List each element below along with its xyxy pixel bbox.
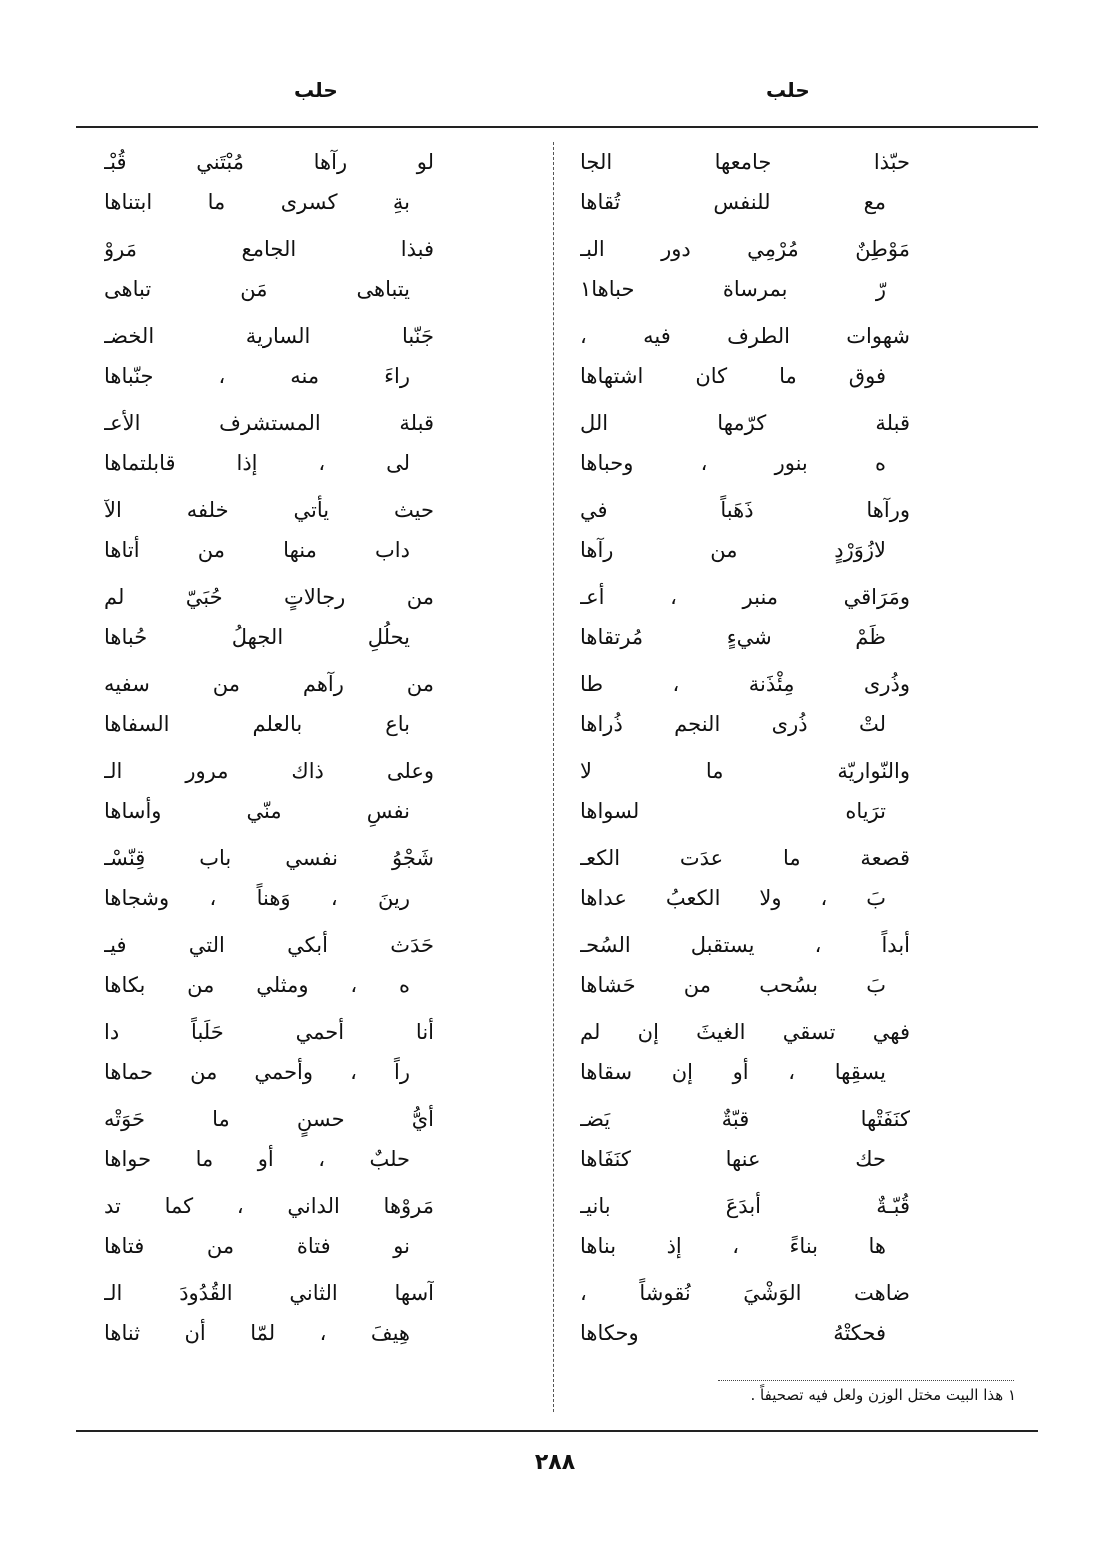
verse-stanza xyxy=(104,664,434,751)
verse-line-second: ظَمْ شيءٍ مُرتقاها xyxy=(580,625,886,649)
verse-line-first: كنَفَتْها قبّةٌ يَضـ xyxy=(580,1107,910,1131)
verse-stanza xyxy=(580,1273,910,1360)
verse-stanza xyxy=(104,229,434,316)
verse-line-first: قُبّـةٌ أبدَعَ بانيـ xyxy=(580,1194,910,1218)
verse-line-second: لى ، إذا قابلتماها xyxy=(104,451,410,475)
verse-stanza xyxy=(580,1186,910,1273)
poem-column-right xyxy=(580,142,910,1360)
verse-stanza xyxy=(580,751,910,838)
verse-line-second: يحلُلِ الجهلُ حُباها xyxy=(104,625,410,649)
verse-line-second: ه بنور ، وحباها xyxy=(580,451,886,475)
verse-line-first: قبلة كرّمها الل xyxy=(580,411,910,435)
verse-line-second: حك عنها كنَفَاها xyxy=(580,1147,886,1171)
verse-stanza xyxy=(104,490,434,577)
verse-line-second: باع بالعلم السفاها xyxy=(104,712,410,736)
verse-stanza xyxy=(580,664,910,751)
verse-line-first: حبّذا جامعها الجا xyxy=(580,150,910,174)
verse-line-second: لتْ ذُرى النجم ذُراها xyxy=(580,712,886,736)
verse-line-second: نو فتاة من فتاها xyxy=(104,1234,410,1258)
verse-line-first: من رجالاتٍ حُبَيّ لم xyxy=(104,585,434,609)
verse-stanza xyxy=(104,577,434,664)
verse-line-second: فحكتْهُ وحكاها xyxy=(580,1321,886,1345)
verse-line-second: ها بناءً ، إذ بناها xyxy=(580,1234,886,1258)
verse-line-second: نفسِ منّي وأساها xyxy=(104,799,410,823)
verse-stanza xyxy=(580,142,910,229)
verse-line-first: مَروْها الداني ، كما تد xyxy=(104,1194,434,1218)
footnote: ١ هذا البيت مختل الوزن ولعل فيه تصحيفاً . xyxy=(750,1386,1016,1404)
verse-line-first: من رآهم من سفيه xyxy=(104,672,434,696)
verse-line-second: يسقِها ، أو إن سقاها xyxy=(580,1060,886,1084)
verse-stanza xyxy=(104,403,434,490)
verse-line-second: داب منها من أتاها xyxy=(104,538,410,562)
verse-line-first: ومَرَاقي منبر ، أعـ xyxy=(580,585,910,609)
verse-line-second: فوق ما كان اشتهاها xyxy=(580,364,886,388)
verse-line-first: أيُّ حسنٍ ما حَوَتْه xyxy=(104,1107,434,1131)
verse-line-first: وعلى ذاك مرور الـ xyxy=(104,759,434,783)
verse-line-first: مَوْطِنٌ مُرْمِي دور البـ xyxy=(580,237,910,261)
verse-stanza xyxy=(580,838,910,925)
verse-line-second: بةِ كسرى ما ابتناها xyxy=(104,190,410,214)
verse-line-second: يتباهى مَن تباهى xyxy=(104,277,410,301)
verse-stanza xyxy=(104,1186,434,1273)
running-header-left: حلب xyxy=(294,78,338,102)
verse-stanza xyxy=(580,490,910,577)
verse-line-second: ترَياه لسواها xyxy=(580,799,886,823)
verse-line-first: فهي تسقي الغيثَ إن لم xyxy=(580,1020,910,1044)
verse-stanza xyxy=(104,1012,434,1099)
verse-stanza xyxy=(580,403,910,490)
verse-line-first: قصعة ما عدَت الكعـ xyxy=(580,846,910,870)
column-divider xyxy=(553,142,554,1412)
running-header-right: حلب xyxy=(766,78,810,102)
verse-line-second: بَ ، ولا الكعبُ عداها xyxy=(580,886,886,910)
verse-stanza xyxy=(104,142,434,229)
verse-line-second: رينَ ، وَهناً ، وشجاها xyxy=(104,886,410,910)
verse-stanza xyxy=(104,838,434,925)
verse-stanza xyxy=(104,751,434,838)
verse-line-second: راً ، وأحمي من حماها xyxy=(104,1060,410,1084)
verse-stanza xyxy=(104,925,434,1012)
verse-line-second: راءَ منه ، جنّباها xyxy=(104,364,410,388)
verse-stanza xyxy=(580,925,910,1012)
verse-line-second: بَ بسُحب من حَشاها xyxy=(580,973,886,997)
verse-stanza xyxy=(580,1099,910,1186)
verse-line-first: شَجْوُ نفسي باب قِنّسْـ xyxy=(104,846,434,870)
verse-line-first: لو رآها مُبْتَني قُبْـ xyxy=(104,150,434,174)
verse-line-first: آسها الثاني القُدُودَ الـ xyxy=(104,1281,434,1305)
verse-line-first: قبلة المستشرف الأعـ xyxy=(104,411,434,435)
verse-stanza xyxy=(104,316,434,403)
verse-line-first: والنّواريّة ما لا xyxy=(580,759,910,783)
page-number: ٢٨٨ xyxy=(534,1450,576,1475)
poem-column-left xyxy=(104,142,434,1360)
verse-stanza xyxy=(104,1099,434,1186)
verse-line-second: ه ، ومثلي من بكاها xyxy=(104,973,410,997)
verse-stanza xyxy=(580,577,910,664)
verse-stanza xyxy=(580,316,910,403)
verse-line-first: حَدَث أبكي التي فيـ xyxy=(104,933,434,957)
verse-line-second: لازُوَرْدٍ من رآها xyxy=(580,538,886,562)
verse-line-first: ضاهت الوَشْيَ نُقوشاً ، xyxy=(580,1281,910,1305)
verse-line-second: حلبٌ ، أو ما حواها xyxy=(104,1147,410,1171)
verse-stanza xyxy=(580,229,910,316)
verse-line-first: حيث يأتي خلفه الآ xyxy=(104,498,434,522)
verse-line-second: رّ بمرساة حباها١ xyxy=(580,277,886,301)
verse-line-first: أبداً ، يستقبل السُحـ xyxy=(580,933,910,957)
top-rule xyxy=(76,126,1038,128)
bottom-rule xyxy=(76,1430,1038,1432)
verse-stanza xyxy=(580,1012,910,1099)
verse-line-first: أنا أحمي حَلَباً دا xyxy=(104,1020,434,1044)
verse-line-second: مع للنفس تُقاها xyxy=(580,190,886,214)
footnote-rule xyxy=(718,1380,1014,1381)
verse-line-first: وذُرى مِئْذَنة ، طا xyxy=(580,672,910,696)
verse-line-first: شهوات الطرف فيه ، xyxy=(580,324,910,348)
verse-line-second: هِيفَ ، لمّا أن ثناها xyxy=(104,1321,410,1345)
verse-line-first: فبذا الجامع مَروْ xyxy=(104,237,434,261)
verse-line-first: ورآها ذَهَباً في xyxy=(580,498,910,522)
verse-line-first: جَنّبا السارية الخضـ xyxy=(104,324,434,348)
verse-stanza xyxy=(104,1273,434,1360)
